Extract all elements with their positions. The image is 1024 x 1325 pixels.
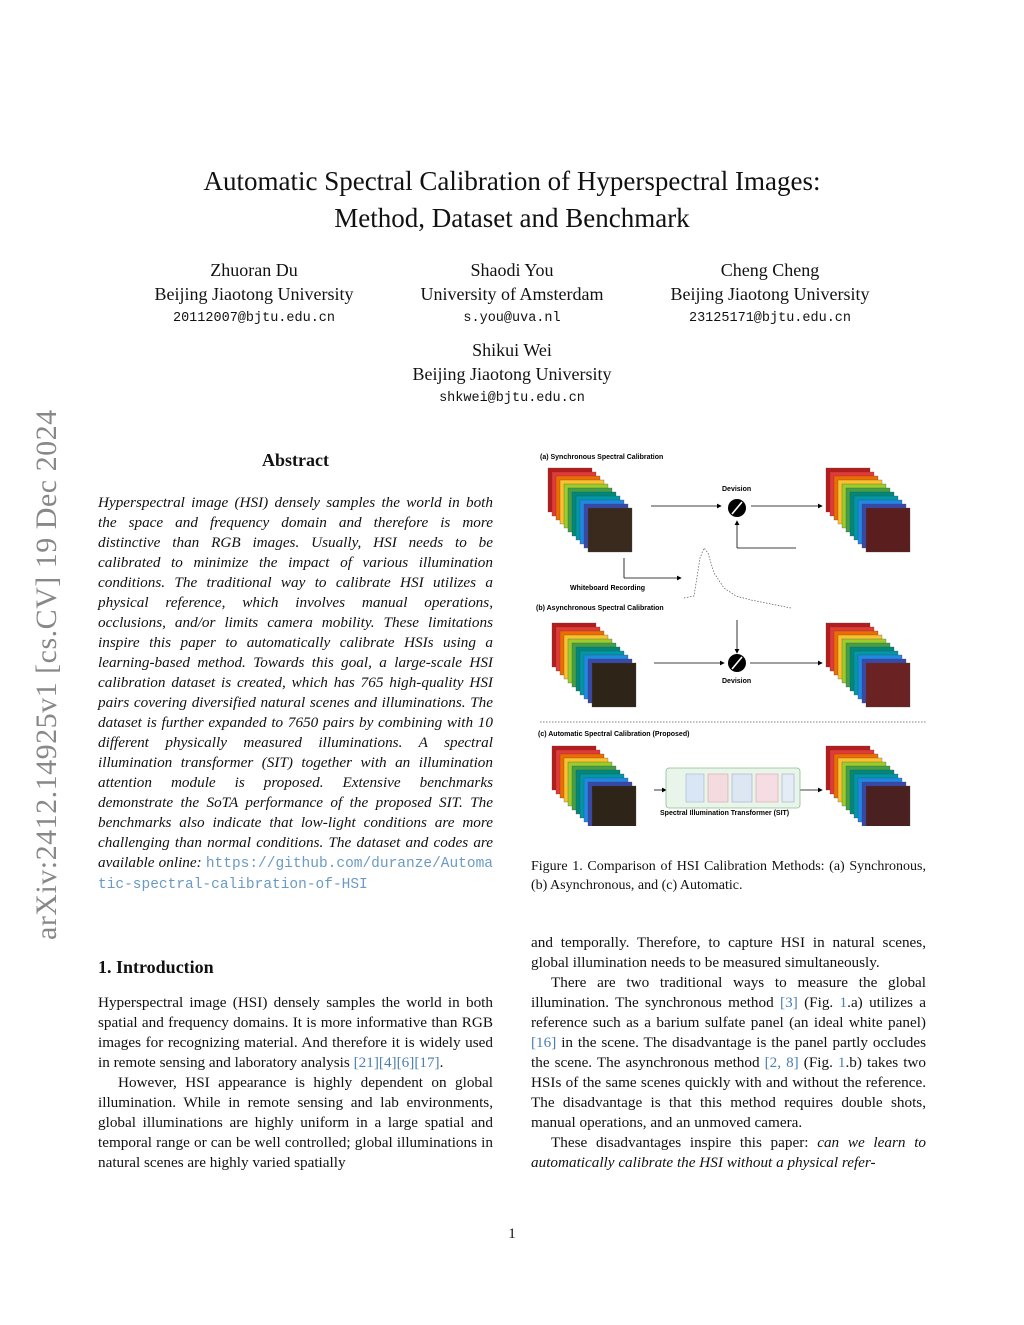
paragraph-emphasis: can we learn to automatically calibrate the HSI without a physical refer- — [531, 1134, 927, 1171]
author-block-3 — [650, 258, 890, 329]
arxiv-stamp: arXiv:2412.14925v1 [cs.CV] 19 Dec 2024 — [30, 409, 63, 940]
intro-left-column — [98, 993, 493, 1173]
figure-1 — [536, 448, 928, 826]
paragraph-text: . — [439, 1054, 444, 1071]
author-name: Cheng Cheng — [720, 260, 820, 280]
paragraph-text: There are two traditional ways to measure the global illumination. The synchronous method — [531, 974, 926, 1011]
author-affiliation: Beijing Jiaotong University — [154, 284, 354, 304]
figure-1-diagram — [536, 448, 928, 826]
author-name: Shaodi You — [470, 260, 554, 280]
author-name: Zhuoran Du — [210, 260, 298, 280]
paragraph-text: in the scene. The disadvantage is the panel partly occludes the scene. The asynchronous method — [531, 1034, 926, 1071]
intro-paragraph-1 — [98, 993, 493, 1073]
figure-caption: Figure 1. Comparison of HSI Calibration Methods: (a) Synchronous, (b) Asynchronous, and (c) Automatic. — [531, 859, 926, 893]
figure-ref-link[interactable]: 1 — [839, 994, 848, 1011]
sit-module — [732, 774, 752, 802]
division-label-b: Devision — [722, 678, 752, 685]
author-email: 23125171@bjtu.edu.cn — [688, 311, 852, 326]
hsi-band-layer — [866, 786, 910, 826]
hsi-band-layer — [588, 508, 632, 552]
paragraph-text: .b) takes two HSIs of the same scenes quickly with and without the reference. The disadvantage is that this method requires double shots, manual operations, and an unmoved camera. — [531, 1054, 926, 1131]
author-email: shkwei@bjtu.edu.cn — [439, 391, 585, 406]
figure-label-c: (c) Automatic Spectral Calibration (Proposed) — [538, 731, 690, 738]
hsi-band-layer — [866, 663, 910, 707]
paragraph-text: (Fig. — [798, 1054, 838, 1071]
author-block-2 — [392, 258, 632, 329]
figure-label-b: (b) Asynchronous Spectral Calibration — [536, 605, 664, 612]
sit-module — [756, 774, 778, 802]
sit-module — [708, 774, 728, 802]
title-line-2: Method, Dataset and Benchmark — [334, 203, 690, 233]
intro-right-column — [531, 933, 926, 1173]
citation-link[interactable]: [2, 8] — [764, 1054, 799, 1071]
figure-ref-link[interactable]: 1 — [837, 1054, 846, 1071]
spectrum-curve — [684, 548, 791, 608]
section-heading-introduction: 1. Introduction — [98, 957, 214, 977]
citation-link[interactable]: [16] — [531, 1034, 557, 1051]
author-affiliation: Beijing Jiaotong University — [670, 284, 870, 304]
paragraph-text: (Fig. — [797, 994, 840, 1011]
hsi-band-layer — [866, 508, 910, 552]
whiteboard-label: Whiteboard Recording — [570, 585, 646, 592]
citation-link[interactable]: [21][4][6][17] — [353, 1054, 440, 1071]
author-affiliation: Beijing Jiaotong University — [412, 364, 612, 384]
intro-paragraph-4 — [531, 973, 926, 1133]
intro-paragraph-2: However, HSI appearance is highly dependent on global illumination. While in remote sensing and lab environments, global illuminations are highly uniform in a large spatial and temporal range or can be well controlled; global illuminations in natural scenes are highly varied spatially — [98, 1074, 493, 1171]
abstract-text: Hyperspectral image (HSI) densely samples the world in both the space and frequency domain and therefore is more distinctive than RGB images. Usually, HSI needs to be calibrated to minimize the impact of various illumination conditions. The traditional way to calibrate HSI utilizes a physical reference, which involves manual operations, occlusions, and/or limits camera mobility. These limitations inspire this paper to automatically calibrate HSIs using a learning-based method. Towards this goal, a large-scale HSI calibration dataset is created, which has 765 high-quality HSI pairs covering diversified natural scenes and illuminations. The dataset is further expanded to 7650 pairs by combining with 10 different physically measured illuminations. A spectral illumination transformer (SIT) together with an illumination attention module is proposed. Extensive benchmarks demonstrate the SoTA performance of the proposed SIT. The benchmarks also indicate that low-light conditions are more challenging than normal conditions. The dataset and codes are available online: — [98, 494, 493, 871]
author-affiliation: University of Amsterdam — [420, 284, 604, 304]
sit-label: Spectral Illumination Transformer (SIT) — [660, 810, 790, 817]
code-link[interactable]: https://github.com/duranze/Automatic-spectral-calibration-of-HSI — [98, 856, 493, 893]
abstract-heading: Abstract — [262, 450, 329, 470]
sit-module — [686, 774, 704, 802]
hsi-band-layer — [592, 786, 636, 826]
page-number: 1 — [508, 1226, 516, 1242]
author-email: s.you@uva.nl — [463, 311, 561, 326]
author-block-1 — [134, 258, 374, 329]
hsi-band-layer — [592, 663, 636, 707]
intro-paragraph-5 — [531, 1133, 926, 1173]
citation-link[interactable]: [3] — [780, 994, 798, 1011]
intro-paragraph-3: and temporally. Therefore, to capture HSI in natural scenes, global illumination needs to be measured simultaneously. — [531, 934, 926, 971]
paragraph-text: .a) utilizes a reference such as a barium sulfate panel (an ideal white panel) — [531, 994, 927, 1031]
author-block-4 — [392, 338, 632, 409]
sit-module — [782, 774, 794, 802]
figure-label-a: (a) Synchronous Spectral Calibration — [540, 454, 664, 461]
paper-title — [0, 163, 1024, 237]
abstract-body — [98, 493, 493, 895]
division-label-a: Devision — [722, 486, 752, 493]
title-line-1: Automatic Spectral Calibration of Hyperspectral Images: — [203, 166, 821, 196]
paragraph-text: These disadvantages inspire this paper: — [551, 1134, 818, 1151]
author-email: 20112007@bjtu.edu.cn — [172, 311, 336, 326]
paragraph-text: Hyperspectral image (HSI) densely samples the world in both spatial and frequency domains. It is more informative than RGB images for recognizing material. And therefore it is widely used in remote sensing and laboratory analysis — [98, 994, 493, 1071]
author-name: Shikui Wei — [472, 340, 552, 360]
